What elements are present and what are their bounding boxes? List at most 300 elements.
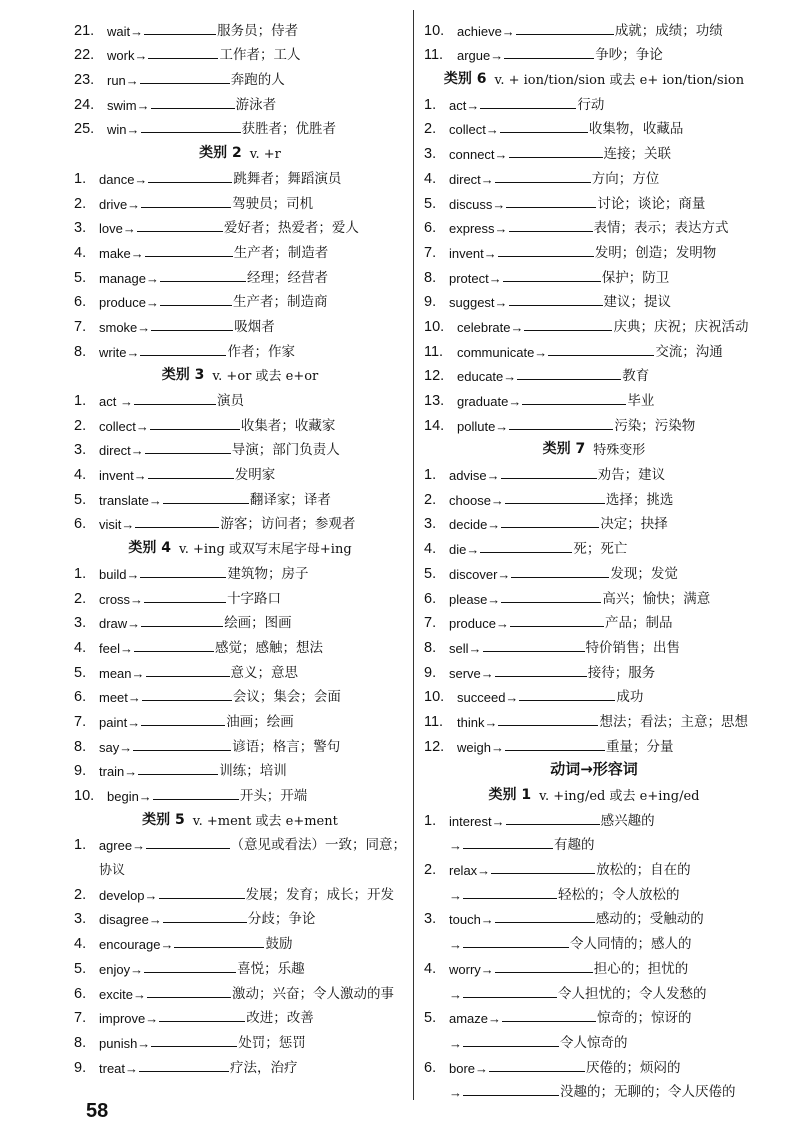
answer-blank [517, 378, 621, 380]
entry-meaning: 表情；表示；表达方式 [593, 220, 729, 237]
answer-blank [160, 280, 246, 282]
entry-word: connect→ [449, 147, 508, 163]
column-divider [413, 10, 414, 1100]
entry-word: begin→ [107, 789, 152, 804]
answer-blank [509, 304, 603, 306]
entry-number: 3. [74, 220, 87, 237]
entry-meaning: （意见或看法）一致；同意； [230, 837, 406, 854]
vocab-entry [424, 607, 764, 632]
entry-meaning: 毕业 [627, 393, 655, 409]
entry-number: 1. [74, 837, 87, 854]
entry-word: develop→ [99, 887, 158, 903]
entry-meaning: 感动的；受触动的 [595, 911, 704, 928]
entry-word: educate→ [457, 369, 517, 385]
entry-number: 6. [74, 689, 87, 706]
answer-blank [159, 1020, 245, 1022]
entry-meaning: 导演；部门负责人 [231, 442, 340, 459]
entry-word: choose→ [449, 492, 504, 508]
entry-number: 6. [74, 294, 87, 311]
entry-meaning: 鼓励 [265, 936, 293, 953]
vocab-entry [424, 162, 764, 187]
entry-number: 10. [74, 788, 95, 804]
entry-meaning: 激动；兴奋；令人激动的事 [231, 985, 394, 1002]
section-rule: v. +ing/ed 或去 e+ing/ed [539, 789, 700, 804]
answer-blank [139, 1070, 229, 1072]
vocab-entry [424, 14, 764, 39]
vocab-entry [424, 508, 764, 533]
entry-word: graduate→ [457, 394, 522, 409]
answer-blank [145, 452, 231, 454]
entry-word: smoke→ [99, 319, 151, 335]
answer-blank [510, 625, 604, 627]
entry-meaning: 工作者；工人 [219, 47, 301, 64]
entry-word: agree→ [98, 838, 146, 854]
answer-blank [498, 724, 598, 726]
vocab-entry [74, 656, 406, 681]
entry-meaning: 令人惊奇的 [560, 1034, 628, 1051]
section-title: 类别 7 [542, 441, 586, 458]
entry-word: think→ [457, 714, 498, 730]
vocab-entry [74, 607, 406, 632]
answer-blank [163, 921, 247, 923]
entry-word: express→ [449, 221, 508, 237]
entry-word: please→ [449, 591, 501, 607]
left-column [74, 14, 406, 1076]
answer-blank [502, 1020, 596, 1022]
entry-meaning: 惊奇的；惊讶的 [597, 1010, 692, 1027]
entry-meaning: 连接；关联 [603, 146, 672, 163]
vocab-entry [424, 187, 764, 212]
entry-number: 6. [74, 985, 87, 1002]
answer-blank [480, 107, 576, 109]
answer-blank [509, 230, 593, 232]
vocab-entry [74, 458, 406, 483]
entry-meaning: 成就；成绩；功绩 [614, 22, 723, 39]
answer-blank [142, 699, 232, 701]
continuation-text: 协议 [99, 862, 126, 878]
entry-word: visit→ [99, 517, 135, 533]
section-rule: v. + ion/tion/sion 或去 e+ ion/tion/sion [494, 73, 745, 89]
entry-meaning: 奔跑的人 [230, 72, 285, 89]
entry-number: 3. [424, 146, 437, 163]
entry-meaning: 训练；培训 [219, 763, 287, 780]
entry-meaning: 重量；分量 [605, 738, 674, 755]
answer-blank [511, 576, 609, 578]
entry-word: produce→ [99, 295, 159, 311]
entry-word: die→ [449, 542, 480, 558]
vocab-entry [424, 310, 764, 335]
answer-blank [174, 946, 264, 948]
answer-blank [148, 57, 218, 59]
entry-word: invent→ [449, 245, 497, 261]
vocab-entry [74, 582, 406, 607]
entry-number: 2. [424, 862, 437, 879]
entry-continuation [424, 878, 764, 903]
entry-meaning: 令人同情的；感人的 [570, 936, 692, 953]
vocab-entry [74, 508, 406, 533]
entry-meaning: 有趣的 [554, 837, 595, 854]
answer-blank [505, 749, 605, 751]
entry-number: 24. [74, 96, 95, 113]
right-column [424, 14, 764, 1100]
vocab-entry [424, 582, 764, 607]
entry-word: encourage→ [99, 937, 174, 953]
entry-word: manage→ [99, 270, 159, 286]
entry-meaning: 教育 [622, 368, 650, 385]
answer-blank [141, 625, 223, 627]
vocab-entry [424, 705, 764, 730]
entry-word: punish→ [99, 1035, 151, 1051]
entry-meaning: 成功 [616, 689, 644, 706]
answer-blank [140, 354, 226, 356]
entry-number: 8. [424, 639, 437, 656]
entry-word: enjoy→ [99, 961, 144, 977]
entry-word: wait→ [107, 23, 144, 39]
section-heading [424, 63, 764, 88]
answer-blank [519, 699, 615, 701]
answer-blank [548, 354, 654, 356]
answer-blank [501, 477, 597, 479]
section-title: 类别 6 [443, 71, 487, 88]
section-heading [424, 755, 764, 780]
entry-word: pollute→ [457, 418, 509, 434]
answer-blank [135, 526, 219, 528]
vocab-entry [424, 557, 764, 582]
section-rule: v. +or 或去 e+or [212, 369, 319, 385]
answer-blank [463, 946, 569, 948]
section-rule: 特殊变形 [593, 443, 646, 459]
entry-number: 3. [424, 516, 437, 533]
entry-meaning: 接待；服务 [587, 664, 656, 681]
vocab-entry [74, 261, 406, 286]
section-title: 类别 5 [142, 811, 185, 828]
answer-blank [163, 502, 249, 504]
entry-word: touch→ [449, 912, 494, 928]
entry-number: 10. [424, 318, 445, 335]
entry-word: discover→ [449, 566, 511, 582]
entry-number: 21. [74, 22, 95, 39]
vocab-entry [74, 903, 406, 928]
page-number: 58 [86, 1100, 109, 1122]
entry-continuation [424, 1076, 764, 1101]
answer-blank [509, 156, 603, 158]
vocab-entry [74, 14, 406, 39]
entry-number: 1. [74, 565, 87, 582]
entry-number: 5. [74, 664, 87, 681]
entry-meaning: 感觉；感触；想法 [214, 639, 323, 656]
entry-meaning: 改进；改善 [246, 1010, 314, 1027]
entry-number: 3. [74, 442, 87, 459]
answer-blank [134, 403, 216, 405]
entry-meaning: 处罚；惩罚 [238, 1034, 306, 1051]
entry-number: 4. [74, 244, 87, 261]
answer-blank [141, 724, 225, 726]
entry-meaning: 收集者；收藏家 [240, 417, 336, 434]
section-rule: v. +ment 或去 e+ment [192, 813, 338, 829]
entry-word: discuss→ [449, 196, 506, 212]
entry-number: 8. [74, 738, 87, 755]
entry-word: make→ [99, 245, 144, 261]
entry-word: mean→ [99, 665, 145, 681]
entry-meaning: 游客；访问者；参观者 [220, 516, 356, 533]
vocab-entry [424, 681, 764, 706]
vocab-entry [74, 236, 406, 261]
entry-word: worry→ [449, 961, 494, 977]
answer-blank [463, 1045, 559, 1047]
entry-word: collect→ [449, 122, 499, 138]
entry-word: collect→ [99, 418, 149, 434]
entry-meaning: 污染；污染物 [614, 417, 696, 434]
vocab-entry [424, 853, 764, 878]
answer-blank [463, 1094, 559, 1096]
vocab-entry [424, 137, 764, 162]
entry-number: 5. [424, 565, 437, 582]
entry-meaning: 生产者；制造者 [233, 244, 329, 261]
answer-blank [148, 477, 234, 479]
answer-blank [153, 798, 239, 800]
entry-meaning: 特价销售；出售 [585, 639, 681, 656]
section-title: 类别 3 [161, 367, 205, 384]
entry-number: 5. [74, 491, 87, 508]
entry-word: say→ [99, 739, 133, 755]
entry-meaning: 交流；沟通 [655, 343, 723, 360]
answer-blank [145, 255, 233, 257]
answer-blank [463, 897, 557, 899]
entry-word: weigh→ [457, 739, 504, 755]
entry-number: 4. [424, 541, 437, 558]
entry-word: meet→ [99, 690, 141, 706]
entry-word: interest→ [449, 813, 505, 829]
entry-word: cross→ [99, 591, 144, 607]
vocab-entry [74, 927, 406, 952]
entry-meaning: 跳舞者；舞蹈演员 [233, 170, 342, 187]
entry-number: 6. [424, 1059, 437, 1076]
vocab-entry [74, 384, 406, 409]
answer-blank [141, 206, 231, 208]
entry-number: 25. [74, 121, 95, 138]
answer-blank [495, 971, 593, 973]
entry-number: 1. [424, 467, 437, 484]
answer-blank [489, 1070, 585, 1072]
continuation-text: → [449, 986, 462, 1002]
entry-meaning: 选择；挑选 [605, 491, 674, 508]
entry-number: 2. [74, 886, 87, 903]
entry-continuation [424, 927, 764, 952]
entry-meaning: 放松的；自在的 [596, 862, 691, 879]
vocab-entry [424, 483, 764, 508]
entry-meaning: 方向；方位 [591, 170, 660, 187]
entry-meaning: 讨论；谈论；商量 [597, 195, 706, 212]
answer-blank [500, 131, 588, 133]
entry-word: disagree→ [99, 912, 162, 928]
vocab-entry [424, 952, 764, 977]
entry-word: invent→ [99, 468, 147, 484]
vocab-entry [74, 409, 406, 434]
continuation-text: → [449, 838, 462, 854]
vocab-entry [74, 1051, 406, 1076]
entry-word: bore→ [449, 1060, 489, 1076]
answer-blank [505, 502, 605, 504]
entry-meaning: 十字路口 [227, 590, 282, 607]
entry-number: 9. [74, 763, 87, 780]
entry-number: 7. [424, 615, 437, 632]
entry-number: 4. [74, 639, 87, 656]
entry-word: produce→ [449, 616, 509, 632]
vocab-entry [424, 236, 764, 261]
entry-meaning: 开头；开端 [239, 788, 308, 804]
entry-meaning: 翻译家；译者 [249, 491, 331, 508]
answer-blank [144, 33, 216, 35]
entry-word: direct→ [99, 443, 144, 459]
answer-blank [506, 206, 596, 208]
entry-word: excite→ [99, 986, 146, 1002]
entry-meaning: 发明；创造；发明物 [594, 244, 717, 261]
vocab-entry [424, 335, 764, 360]
vocab-entry [74, 1026, 406, 1051]
entry-continuation [424, 977, 764, 1002]
entry-meaning: 没趣的；无聊的；令人厌倦的 [560, 1084, 736, 1101]
entry-number: 7. [74, 1010, 87, 1027]
entry-number: 1. [424, 96, 437, 113]
entry-word: treat→ [99, 1060, 139, 1076]
answer-blank [495, 675, 587, 677]
entry-word: work→ [107, 48, 148, 64]
entry-word: dance→ [99, 171, 148, 187]
vocab-entry [74, 63, 406, 88]
vocab-entry [424, 261, 764, 286]
answer-blank [491, 872, 595, 874]
entry-number: 1. [74, 393, 87, 409]
entry-meaning: 爱好者；热爱者；爱人 [223, 220, 359, 237]
vocab-entry [424, 730, 764, 755]
entry-meaning: 发展；发育；成长；开发 [245, 886, 395, 903]
entry-number: 1. [74, 170, 87, 187]
entry-meaning: 建议；提议 [603, 294, 672, 311]
answer-blank [504, 57, 594, 59]
entry-number: 12. [424, 738, 445, 755]
answer-blank [524, 329, 612, 331]
entry-meaning: 会议；集会；会面 [232, 689, 341, 706]
vocab-entry [74, 557, 406, 582]
entry-word: drive→ [99, 196, 141, 212]
entry-number: 11. [424, 713, 444, 730]
entry-meaning: 争吵；争论 [595, 47, 663, 64]
answer-blank [503, 280, 601, 282]
entry-number: 3. [74, 615, 87, 632]
answer-blank [144, 601, 226, 603]
entry-meaning: 作者；作家 [227, 343, 295, 360]
answer-blank [144, 971, 236, 973]
vocab-entry [74, 730, 406, 755]
entry-word: communicate→ [457, 344, 548, 360]
entry-word: act → [99, 394, 133, 409]
vocab-entry [74, 434, 406, 459]
vocab-entry [424, 113, 764, 138]
entry-number: 5. [74, 269, 87, 286]
entry-number: 7. [74, 713, 87, 730]
section-heading [74, 804, 406, 829]
vocab-entry [424, 631, 764, 656]
vocab-entry [424, 212, 764, 237]
entry-word: feel→ [99, 640, 133, 656]
vocab-entry [74, 705, 406, 730]
entry-number: 8. [424, 269, 437, 286]
section-title: 类别 2 [199, 145, 242, 162]
entry-meaning: 令人担忧的；令人发愁的 [558, 985, 707, 1002]
entry-word: argue→ [457, 48, 504, 64]
entry-number: 4. [74, 936, 87, 953]
entry-continuation [74, 853, 406, 878]
entry-meaning: 油画；绘画 [226, 713, 294, 730]
entry-meaning: 演员 [216, 393, 244, 409]
entry-word: achieve→ [457, 23, 515, 39]
vocab-entry [424, 1051, 764, 1076]
section-heading [74, 137, 406, 162]
entry-number: 12. [424, 368, 445, 385]
entry-number: 6. [424, 590, 437, 607]
answer-blank [480, 551, 572, 553]
vocab-entry [74, 187, 406, 212]
entry-word: relax→ [449, 863, 491, 879]
vocab-entry [74, 310, 406, 335]
entry-number: 13. [424, 393, 445, 409]
entry-meaning: 建筑物；房子 [227, 565, 309, 582]
entry-meaning: 生产者；制造商 [232, 294, 328, 311]
entry-number: 5. [424, 195, 437, 212]
entry-number: 9. [74, 1059, 87, 1076]
entry-meaning: 收集物，收藏品 [588, 121, 684, 138]
entry-meaning: 绘画；图画 [224, 615, 292, 632]
entry-word: celebrate→ [457, 319, 524, 335]
entry-number: 2. [424, 121, 437, 138]
answer-blank [159, 897, 245, 899]
vocab-entry [74, 878, 406, 903]
entry-word: serve→ [449, 665, 494, 681]
entry-number: 23. [74, 72, 95, 89]
vocab-entry [424, 656, 764, 681]
vocab-entry [74, 952, 406, 977]
answer-blank [150, 428, 240, 430]
answer-blank [133, 749, 231, 751]
entry-meaning: 服务员；侍者 [217, 22, 299, 39]
section-rule: v. +ing 或双写末尾字母+ing [178, 542, 352, 558]
entry-meaning: 发现；发觉 [610, 565, 678, 582]
vocab-entry [74, 335, 406, 360]
vocab-entry [74, 1002, 406, 1027]
entry-continuation [424, 1026, 764, 1051]
answer-blank [138, 773, 218, 775]
answer-blank [147, 996, 231, 998]
vocab-entry [74, 162, 406, 187]
entry-word: amaze→ [449, 1011, 502, 1027]
continuation-text: → [449, 1085, 462, 1101]
vocab-entry [424, 39, 764, 64]
vocab-entry [424, 1002, 764, 1027]
entry-number: 2. [424, 491, 437, 508]
entry-meaning: 驾驶员；司机 [232, 195, 314, 212]
entry-meaning: 想法；看法；主意；思想 [599, 713, 748, 730]
entry-meaning: 轻松的；令人放松的 [558, 886, 680, 903]
entry-number: 3. [424, 911, 437, 928]
entry-number: 4. [424, 960, 437, 977]
vocab-entry [424, 286, 764, 311]
answer-blank [509, 428, 613, 430]
answer-blank [140, 82, 230, 84]
vocab-entry [74, 39, 406, 64]
continuation-text: → [449, 887, 462, 903]
answer-blank [506, 823, 600, 825]
vocab-entry [74, 977, 406, 1002]
